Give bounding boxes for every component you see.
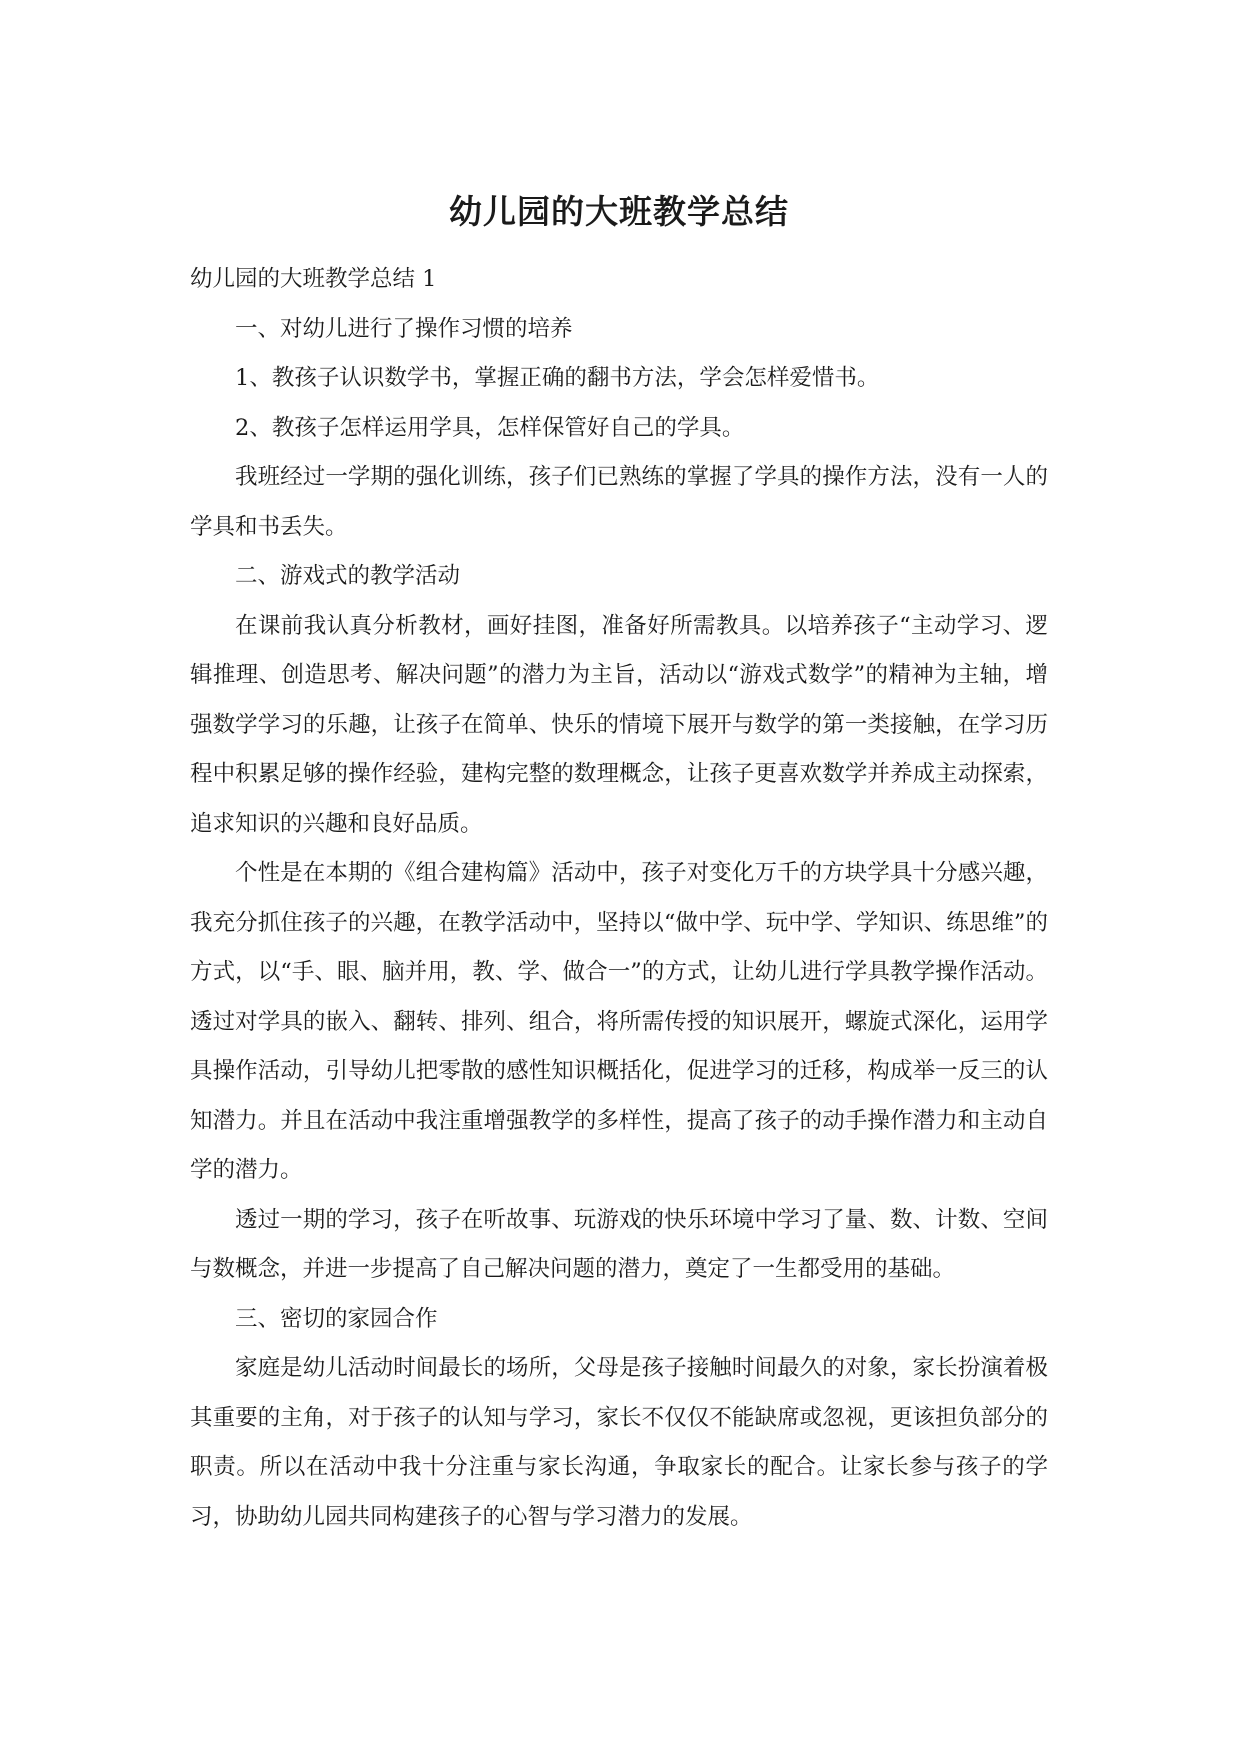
paragraph: 个性是在本期的《组合建构篇》活动中，孩子对变化万千的方块学具十分感兴趣，我充分抓住孩子的兴趣，在教学活动中，坚持以“做中学、玩中学、学知识、练思维”的方式，以“手、眼、脑并用，教、学、做合一”的方式，让幼儿进行学具教学操作活动。透过对学具的嵌入、翻转、排列、组合，将所需传授的知识展开，螺旋式深化，运用学具操作活动，引导幼儿把零散的感性知识概括化，促进学习的迁移，构成举一反三的认知潜力。并且在活动中我注重增强教学的多样性，提高了孩子的动手操作潜力和主动自学的潜力。 [190,860,1048,1183]
subsection-heading: 二、游戏式的教学活动 [235,563,461,589]
subsection-heading: 一、对幼儿进行了操作习惯的培养 [235,315,573,342]
list-item: 1、教孩子认识数学书，掌握正确的翻书方法，学会怎样爱惜书。 [235,365,880,391]
document-body [190,255,1048,1542]
section-heading: 幼儿园的大班教学总结 1 [190,266,437,292]
subsection-heading: 三、密切的家园合作 [235,1305,438,1332]
paragraph: 透过一期的学习，孩子在听故事、玩游戏的快乐环境中学习了量、数、计数、空间与数概念，并进一步提高了自己解决问题的潜力，奠定了一生都受用的基础。 [190,1206,1048,1282]
document-title: 幼儿园的大班教学总结 [449,192,789,231]
paragraph: 家庭是幼儿活动时间最长的场所，父母是孩子接触时间最久的对象，家长扮演着极其重要的主角，对于孩子的认知与学习，家长不仅仅不能缺席或忽视，更该担负部分的职责。所以在活动中我十分注重与家长沟通，争取家长的配合。让家长参与孩子的学习，协助幼儿园共同构建孩子的心智与学习潜力的发展。 [190,1355,1048,1530]
paragraph: 在课前我认真分析教材，画好挂图，准备好所需教具。以培养孩子“主动学习、逻辑推理、创造思考、解决问题”的潜力为主旨，活动以“游戏式数学”的精神为主轴，增强数学学习的乐趣，让孩子在简单、快乐的情境下展开与数学的第一类接触，在学习历程中积累足够的操作经验，建构完整的数理概念，让孩子更喜欢数学并养成主动探索，追求知识的兴趣和良好品质。 [190,612,1048,837]
paragraph: 我班经过一学期的强化训练，孩子们已熟练的掌握了学具的操作方法，没有一人的学具和书丢失。 [190,464,1048,540]
list-item: 2、教孩子怎样运用学具，怎样保管好自己的学具。 [235,414,745,441]
